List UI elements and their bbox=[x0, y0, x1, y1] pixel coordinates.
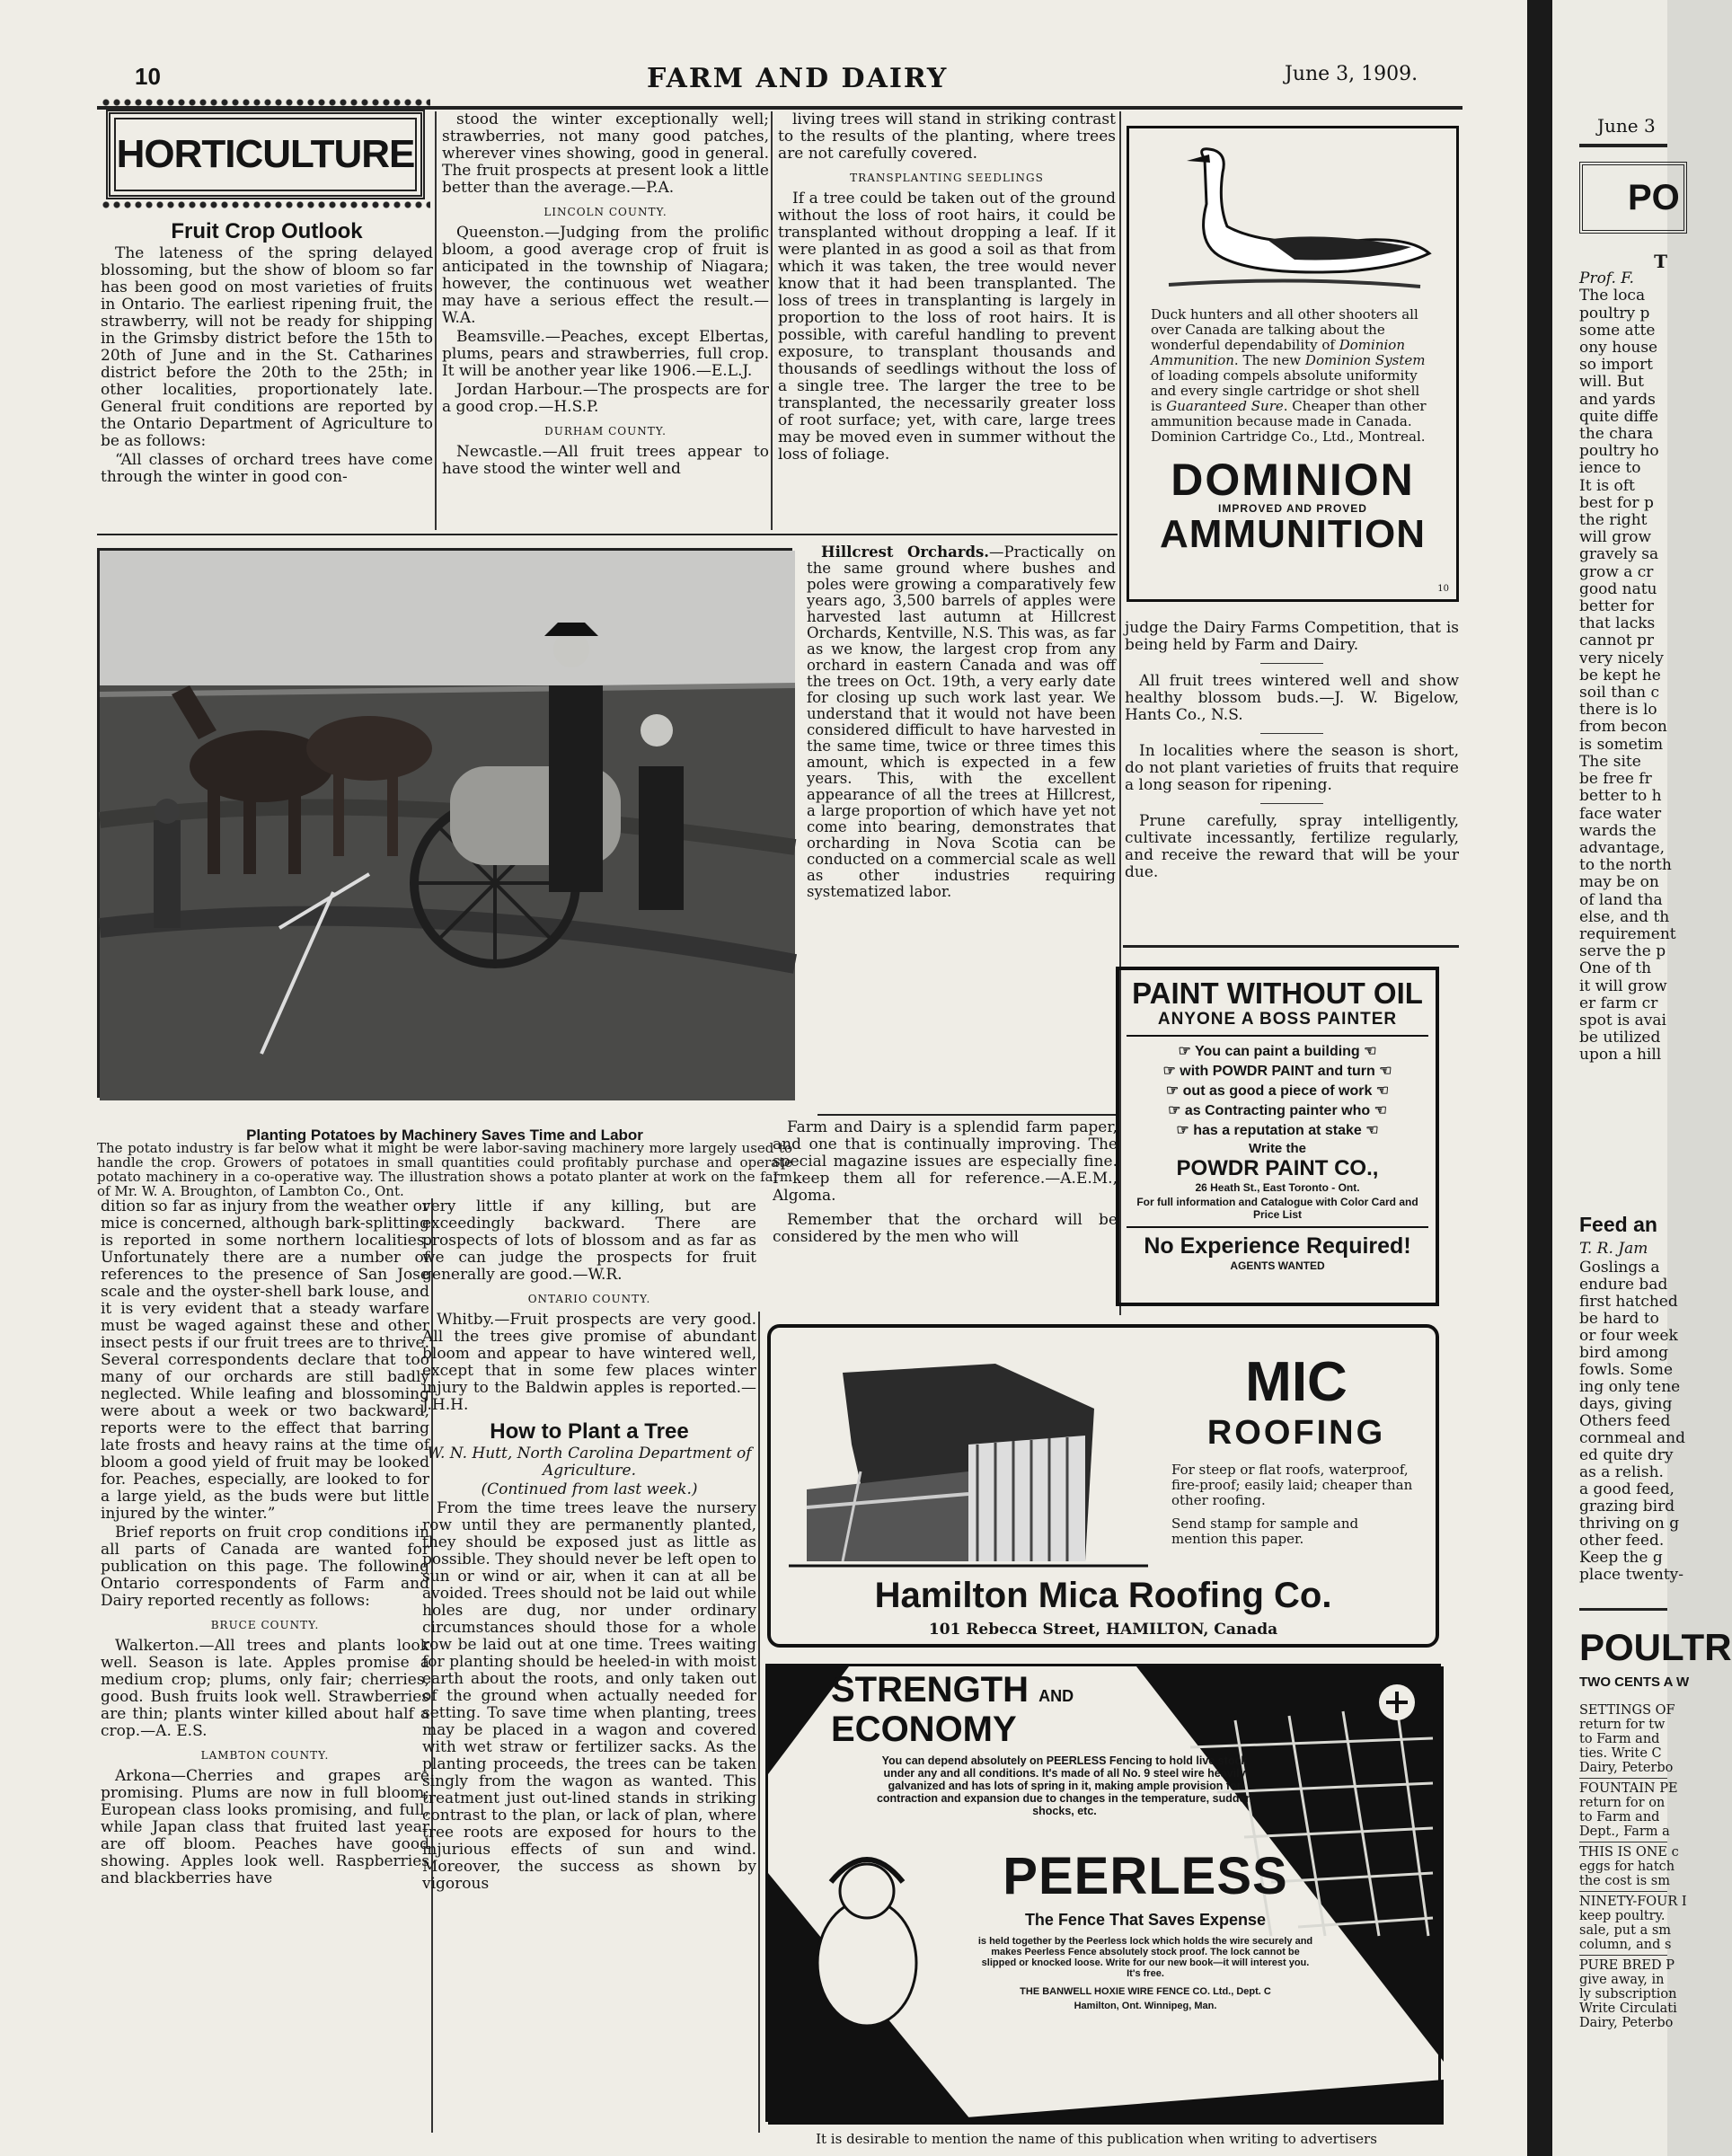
dominion-logo-mid: IMPROVED AND PROVED bbox=[1218, 502, 1367, 515]
column-divider bbox=[435, 111, 437, 530]
ad-ref-number: 10 bbox=[1437, 584, 1449, 594]
paragraph: Prune carefully, spray intelligently, cultivate incessantly, fertilize regularly, and receive the reward that will be your due. bbox=[1125, 812, 1459, 881]
advertiser-notice: It is desirable to mention the name of this publication when writing to advertisers bbox=[816, 2131, 1377, 2147]
column-farm-dairy-praise bbox=[773, 1118, 1118, 1246]
column-divider bbox=[758, 1312, 760, 2133]
peerless-body: You can depend absolutely on PEERLESS Fencing to hold live stock under any and all conditions. It's made of all No. 9 steel wire heavily galvanized and has lots of spring in it, making ample provision for contraction and expansion due to changes in the temperature, sudden shocks, etc. bbox=[876, 1754, 1253, 1817]
column-short-notes bbox=[1125, 620, 1459, 934]
dominion-ad-text: Duck hunters and all other shooters all over Canada are talking about the wonderful dependability of Dominion Ammunition. The new Dominion System of loading compels absolute uniformity and every single cartridge or shot shell is Guaranteed Sure. Cheaper than other ammunition because made in Canada. Dominion Cartridge Co., Ltd., Montreal. bbox=[1151, 306, 1427, 445]
article-heading-how-to-plant: How to Plant a Tree bbox=[490, 1419, 689, 1444]
peerless-brand: PEERLESS bbox=[1003, 1847, 1288, 1905]
facing-page-text: T Prof. F. The loca poultry p some atte ony house so import will. But and yards quite diffe the chara poultry ho ience to It is oft best for p the right will grow gravely sa grow a cr good natu better for that lacks cannot pr very nicely be kept he soil than c there is lo from becon is sometim The site be free fr better to h face water wards the advantage, to the north may be on of land tha else, and th requirement serve the p One of th it will grow er farm cr spot is avai be utilized upon a hill bbox=[1579, 251, 1676, 1065]
hillcrest-text: —Practically on the same ground where bushes and poles were growing a comparatively few years ago, 3,500 barrels of apples were harvested last autumn at Hillcrest Orchards, Kentville, N.S. This was, as far as we know, the largest crop from any orchard in eastern Canada and was off the trees on Oct. 19th, a very early date for closing up such work last year. We understand that it would not have been considered difficult to have harvested in the same time, twice or three times this amount, which is expected in a few years. This, with the excellent appearance of all the trees at Hillcrest, a large proportion of which have yet not come into bearing, demonstrates that orcharding in Nova Scotia can be conducted on a commercial scale as well as other industries requiring systematized labor. bbox=[807, 543, 1116, 900]
facing-page-feed-text: Goslings a endure bad first hatched be hard to or four week bird among fowls. Some ing only tene days, giving Others feed cornmeal and ed quite dry as a relish. a good feed, grazing bird thriving on g other feed. Keep the g place twenty- bbox=[1579, 1259, 1685, 1584]
facing-page-poultry-heading: POULTR bbox=[1579, 1626, 1732, 1668]
facing-page-banner: PO bbox=[1579, 162, 1687, 234]
paragraph: Beamsville.—Peaches, except Elbertas, plums, pears and strawberries, full crop. It will be another year like 1906.—E.L.J. bbox=[442, 328, 769, 380]
ad-mica-roofing bbox=[767, 1324, 1439, 1648]
page-gutter bbox=[1527, 0, 1552, 2156]
peerless-tagline: The Fence That Saves Expense bbox=[1024, 1911, 1267, 1929]
barn-icon bbox=[789, 1337, 1148, 1570]
column-divider bbox=[771, 111, 773, 530]
peerless-strength: STRENGTH AND bbox=[831, 1670, 1074, 1710]
column-fruit-outlook-continued bbox=[101, 1198, 429, 2142]
facing-page-rule bbox=[1579, 144, 1667, 147]
ad-powdr-paint bbox=[1116, 967, 1439, 1306]
column-fruit-outlook bbox=[101, 214, 433, 537]
issue-date: June 3, 1909. bbox=[1285, 63, 1418, 85]
paragraph: Remember that the orchard will be considered by the men who will bbox=[773, 1211, 1118, 1246]
paint-ad-address: 26 Heath St., East Toronto - Ont. bbox=[1195, 1181, 1360, 1194]
subhead-lincoln: LINCOLN COUNTY. bbox=[543, 206, 667, 218]
hillcrest-lead: Hillcrest Orchards. bbox=[821, 543, 990, 561]
peerless-city: Hamilton, Ont. Winnipeg, Man. bbox=[1074, 2001, 1217, 2011]
paint-ad-title: PAINT WITHOUT OIL bbox=[1132, 976, 1423, 1010]
column-county-reports bbox=[442, 111, 769, 530]
paint-ad-company: POWDR PAINT CO., bbox=[1176, 1156, 1379, 1180]
paragraph: The lateness of the spring delayed blossoming, but the show of bloom so far has been good on most varieties of fruits in Ontario. The earliest ripening fruit, the strawberry, will not be ready for shipping in the Grimsby district before the 15th to 20th of June and in the St. Catharines district before the 20th to the 25th; in other localities, proportionately late. General fruit conditions are reported by the Ontario Department of Agriculture to be as follows: bbox=[101, 244, 433, 450]
potato-planter-photo bbox=[97, 548, 792, 1098]
subhead-lambton: LAMBTON COUNTY. bbox=[200, 1749, 330, 1762]
ad-peerless-fence bbox=[765, 1664, 1441, 2122]
facing-page-classifieds: SETTINGS OF return for tw to Farm and ties. Write C Dairy, Peterbo FOUNTAIN PE return for on to Farm and Dept., Farm a THIS IS ONE c eggs for hatch the cost is sm NINETY-FOUR I keep poultry. sale, put a sm column, and s PURE BRED P give away, in ly subscription Write Circulati Dairy, Peterbo bbox=[1579, 1703, 1687, 2030]
newspaper-title: FARM AND DAIRY bbox=[647, 63, 949, 94]
column-how-to-plant bbox=[422, 1198, 756, 2142]
paragraph: Queenston.—Judging from the prolific bloom, a good average crop of fruit is anticipated in the township of Niagara; however, the continuous wet weather may have a serious effect the result.—W.A. bbox=[442, 224, 769, 327]
photo-caption-title: Planting Potatoes by Machinery Saves Time and Labor bbox=[246, 1127, 643, 1144]
paragraph: Whitby.—Fruit prospects are very good. All the trees give promise of abundant bloom and appear to have wintered well, except that in some few places winter injury to the Baldwin apples is reported.—J.H.H. bbox=[422, 1311, 756, 1414]
dominion-logo-top: DOMINION bbox=[1171, 455, 1415, 505]
facing-page-feed-byline: T. R. Jam bbox=[1579, 1240, 1648, 1258]
paragraph: “All classes of orchard trees have come through the winter in good con- bbox=[101, 451, 433, 486]
facing-page-date: June 3 bbox=[1597, 115, 1656, 137]
paint-ad-info: For full information and Catalogue with Color Card and Price List bbox=[1136, 1196, 1418, 1221]
paragraph: From the time trees leave the nursery row until they are permanently planted, they should be exposed just as little as possible. They should never be left open to sun or wind or air, when it can at all be avoided. Trees should not be laid out while holes are dug, nor under ordinary circumstances should those for a whole row be laid out at one time. Trees waiting for planting should be heeled-in with moist earth about the roots, and only taken out of the ground when actually needed for setting. To save time when planting, trees may be placed in a wagon and covered with wet straw or fertilizer sacks. As the planting proceeds, the trees can be taken singly from the wagon as wanted. This treatment just out-lined stands in striking contrast to the plan, or lack of plan, where tree roots are exposed for hours to the injurious effects of sun and wind. Moreover, the success as shown by vigorous bbox=[422, 1499, 756, 1893]
section-rule bbox=[817, 1114, 1116, 1116]
dominion-logo-bottom: AMMUNITION bbox=[1160, 512, 1426, 556]
section-rule bbox=[97, 534, 1118, 535]
column-hillcrest bbox=[807, 544, 1116, 1105]
paragraph: dition so far as injury from the weather or mice is concerned, although bark-splitting is reported in some northern localities. Unfortunately there are a number of references to the presence of San Jose scale and the oyster-shell bark louse, and it is very evident that a steady warfare must be waged against these and other insect pests if our fruit trees are to thrive. Several correspondents declare that too many of our orchards are still badly neglected. While leafing and blossoming were about a week or two backward, reports were to the effect that barring late frosts and heavy rains at the time of bloom a good yield of fruit may be looked for. Peaches, especially, are looked to for a large yield, as the buds were but little injured by the winter.” bbox=[101, 1197, 429, 1523]
section-banner bbox=[106, 110, 425, 199]
paragraph: judge the Dairy Farms Competition, that is being held by Farm and Dairy. bbox=[1125, 619, 1459, 654]
ornament-top bbox=[101, 97, 430, 108]
paint-ad-no-experience: No Experience Required! bbox=[1144, 1233, 1411, 1259]
continued-note: (Continued from last week.) bbox=[481, 1480, 698, 1498]
mica-stamp: Send stamp for sample and mention this paper. bbox=[1171, 1515, 1359, 1547]
page-number: 10 bbox=[135, 63, 161, 90]
mica-company: Hamilton Mica Roofing Co. bbox=[874, 1576, 1332, 1615]
paragraph: Walkerton.—All trees and plants look well. Season is late. Apples promise a medium crop; plums, only fair; cherries, good. Bush fruits look well. Strawberries are thin; plants winter killed about half a crop.—A. E.S. bbox=[101, 1637, 429, 1740]
column-transplanting bbox=[778, 111, 1116, 530]
subhead-bruce: BRUCE COUNTY. bbox=[210, 1619, 320, 1631]
duck-icon bbox=[1142, 141, 1444, 298]
paint-ad-lines: ☞ You can paint a building ☜ ☞ with POWDR PAINT and turn ☜ ☞ out as good a piece of work ☜ ☞ as Contracting painter who ☜ ☞ has a reputation at stake ☜ bbox=[1162, 1044, 1392, 1138]
paragraph: very little if any killing, but are exceedingly backward. There are prospects of lots of blossom and as far as we can judge the prospects for fruit generally are good.—W.R. bbox=[422, 1197, 756, 1284]
mica-brand-2: ROOFING bbox=[1206, 1414, 1386, 1452]
paragraph: stood the winter exceptionally well; strawberries, not many good patches, wherever vines showing, good in general. The fruit prospects at present look a little better than the average.—P.A. bbox=[442, 110, 769, 197]
paragraph: Arkona—Cherries and grapes are promising. Plums are now in full bloom; European class looks promising, and full, while Japan class that fruited last year are off bloom. Peaches have good showing. Apples look well. Raspberries and blackberries have bbox=[101, 1767, 429, 1887]
paragraph: Newcastle.—All fruit trees appear to have stood the winter well and bbox=[442, 443, 769, 478]
peerless-maker: THE BANWELL HOXIE WIRE FENCE CO. Ltd., Dept. C bbox=[1020, 1986, 1271, 1997]
paint-ad-write: Write the bbox=[1249, 1141, 1306, 1156]
paragraph: Brief reports on fruit crop conditions in all parts of Canada are wanted for publication on this page. The following Ontario correspondents of Farm and Dairy reported recently as follows: bbox=[101, 1524, 429, 1610]
article-byline: W. N. Hutt, North Carolina Department of Agriculture. bbox=[427, 1445, 752, 1480]
facing-page bbox=[1552, 0, 1732, 2156]
photo-caption-text: The potato industry is far below what it might be were labor-saving machinery more largely used to handle the crop. Growers of potatoes in small quantities could profitably purchase and operate potato machinery in a co-operative way. The illustration shows a potato planter at work on the farm of Mr. W. A. Broughton, of Lambton Co., Ont. bbox=[97, 1140, 792, 1199]
facing-page-feed-heading: Feed an bbox=[1579, 1213, 1657, 1236]
subhead-ontario: ONTARIO COUNTY. bbox=[527, 1293, 651, 1305]
peerless-economy: ECONOMY bbox=[831, 1710, 1017, 1749]
mica-address: 101 Rebecca Street, HAMILTON, Canada bbox=[928, 1621, 1278, 1639]
facing-page-rule bbox=[1579, 1608, 1667, 1611]
facing-page-two-cents: TWO CENTS A W bbox=[1579, 1674, 1690, 1690]
ornament-bottom bbox=[101, 199, 430, 210]
subhead-transplanting: TRANSPLANTING SEEDLINGS bbox=[850, 172, 1044, 184]
paint-ad-agents: AGENTS WANTED bbox=[1230, 1259, 1325, 1272]
paragraph: living trees will stand in striking contrast to the results of the planting, where trees are not carefully covered. bbox=[778, 110, 1116, 163]
ad-dominion-ammunition bbox=[1127, 126, 1459, 602]
article-heading-fruit-outlook: Fruit Crop Outlook bbox=[171, 219, 363, 243]
section-rule bbox=[1123, 945, 1459, 948]
mica-desc: For steep or flat roofs, waterproof, fire-proof; easily laid; cheaper than other roofing. bbox=[1171, 1462, 1413, 1508]
paragraph: If a tree could be taken out of the ground without the loss of root hairs, it could be transplanted without dropping a leaf. If it were planted in as good a soil as that from which it was taken, the tree would never know that it had been transplanted. The loss of trees in transplanting is largely in proportion to the loss of root hairs. It is possible, with careful handling to prevent exposure, to transplant thousands and thousands of seedlings without the loss of a single tree. The larger the tree to be transplanted, the necessarily greater loss of root surface; yet, with care, large trees may be moved even in summer without the loss of foliage. bbox=[778, 190, 1116, 464]
paint-ad-subtitle: ANYONE A BOSS PAINTER bbox=[1157, 1010, 1398, 1029]
mica-brand-1: MIC bbox=[1245, 1351, 1348, 1413]
paragraph: In localities where the season is short, do not plant varieties of fruits that require a long season for ripening. bbox=[1125, 742, 1459, 794]
paragraph: Farm and Dairy is a splendid farm paper, and one that is continually improving. The special magazine issues are especially fine. I keep them all for reference.—A.E.M., Algoma. bbox=[773, 1118, 1118, 1205]
section-title: HORTICULTURE bbox=[114, 118, 417, 191]
paragraph: All fruit trees wintered well and show healthy blossom buds.—J. W. Bigelow, Hants Co., N.S. bbox=[1125, 672, 1459, 724]
subhead-durham: DURHAM COUNTY. bbox=[544, 425, 667, 437]
paragraph: Jordan Harbour.—The prospects are for a good crop.—H.S.P. bbox=[442, 381, 769, 416]
peerless-small: is held together by the Peerless lock which holds the wire securely and makes Peerless Fence absolutely stock proof. The lock cannot be slipped or knocked loose. Write for our new book—it will interest you. It's free. bbox=[977, 1936, 1313, 1979]
photo-illustration bbox=[100, 551, 795, 1100]
